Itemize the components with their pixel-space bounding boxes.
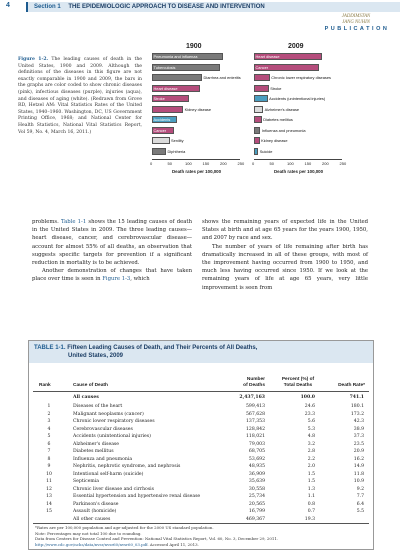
row-rate: 5.5 [356, 509, 364, 514]
row-rate: 10.9 [353, 479, 364, 484]
total-rate: 741.1 [349, 395, 364, 400]
column-header-deaths [229, 377, 265, 389]
row-deaths: 469,367 [246, 516, 265, 522]
row-cause: Assault (homicide) [73, 509, 117, 514]
text-run: , which [130, 276, 150, 283]
row-rate: 173.2 [350, 411, 364, 417]
table-row [29, 509, 373, 516]
table-row [29, 404, 373, 411]
chart-bar [254, 106, 263, 113]
paragraph [32, 267, 192, 283]
column-header-deaths-line-1: Number [246, 377, 265, 382]
row-deaths: 567,628 [246, 411, 265, 417]
page-number: 4 [6, 2, 10, 9]
row-percent: 5.6 [307, 419, 315, 424]
section-banner [26, 2, 400, 12]
bar-label: Heart disease [153, 85, 178, 91]
row-cause: Cerebrovascular diseases [73, 426, 133, 432]
chart-bar [254, 74, 270, 81]
row-deaths: 36,909 [248, 471, 265, 477]
row-percent: 24.6 [304, 404, 315, 409]
table-row [29, 502, 373, 509]
chart-bar [254, 95, 268, 102]
row-rank: 7 [47, 449, 51, 454]
row-cause: Essential hypertension and hypertensive renal disease [73, 494, 201, 499]
footnote-rounding: Note: Percentages may not total 100 due to rounding. [35, 530, 142, 536]
table-1-1 [28, 340, 374, 550]
figure-reference-link[interactable]: Figure 1-3 [102, 276, 131, 283]
row-deaths: 35,639 [248, 479, 265, 484]
row-rate: 42.3 [353, 419, 364, 424]
row-cause: Influenza and pneumonia [73, 456, 133, 462]
row-deaths: 68,705 [248, 449, 265, 454]
section-title: THE EPIDEMIOLOGIC APPROACH TO DISEASE AND INTERVENTION [68, 4, 265, 10]
bar-label: Diabetes mellitus [263, 117, 293, 122]
bar-label: Influenza and pneumonia [261, 127, 306, 133]
column-header-cause: Cause of Death [73, 383, 108, 388]
row-percent: 1.5 [307, 471, 315, 477]
row-cause: Chronic lower respiratory diseases [73, 419, 155, 424]
table-row [29, 464, 373, 471]
x-axis [254, 159, 342, 160]
row-rate: 9.2 [356, 486, 364, 492]
row-cause: Chronic liver disease and cirrhosis [73, 486, 155, 492]
table-row [29, 412, 373, 419]
table-row [29, 479, 373, 486]
row-deaths: 118,021 [246, 434, 265, 439]
row-percent: 2.0 [307, 464, 315, 469]
row-rate: 180.1 [350, 404, 364, 409]
x-tick-label: 0 [150, 161, 153, 166]
footnote-rate: *Rates are per 100,000 population and age-adjusted for the 2000 US standard population. [35, 525, 214, 530]
table-row [29, 427, 373, 434]
bar-label: Stroke [153, 96, 165, 101]
table-footnotes [35, 525, 369, 547]
chart-bar [254, 85, 269, 92]
bar-label: Heart disease [255, 54, 280, 59]
bar-label: Suicide [259, 148, 273, 154]
row-percent: 0.8 [307, 501, 315, 507]
table-row [29, 457, 373, 464]
table-reference-link[interactable]: Table 1-1 [60, 219, 87, 225]
row-rate: 20.9 [353, 449, 364, 454]
row-rank: 11 [46, 479, 52, 484]
table-row [29, 494, 373, 501]
figure-caption-label: Figure 1-2. [18, 57, 49, 62]
x-tick-label: 250 [339, 161, 347, 166]
row-deaths: 16,799 [248, 509, 265, 514]
row-rank: 10 [46, 471, 52, 477]
row-deaths: 128,842 [246, 426, 265, 432]
row-percent: 2.2 [307, 456, 315, 462]
row-cause: Malignant neoplasms (cancer) [73, 411, 144, 417]
paragraph: The number of years of life remaining after birth has dramatically increased in all of these groups, with most of the improvement having occurred from 1900 to 1950, and much less having occurred since 1950. If we look at the remaining years of life at age 65 years, very little improvement is seen from [202, 243, 368, 291]
chart-bar [152, 137, 170, 144]
row-cause: Intentional self-harm (suicide) [73, 471, 144, 477]
bar-label: Alzheimer's disease [264, 106, 300, 112]
bar-label: Pneumonia and influenza [153, 54, 198, 59]
row-rank: 14 [46, 501, 52, 507]
publisher-watermark [316, 14, 396, 32]
row-rank: 4 [47, 426, 51, 432]
row-percent: 1.5 [307, 479, 315, 484]
watermark-line-2: JANG NUHIN [342, 20, 370, 25]
row-cause: Accidents (unintentional injuries) [73, 434, 151, 439]
x-tick-label: 150 [304, 161, 312, 166]
row-percent: 5.3 [307, 426, 315, 432]
row-rank: 9 [47, 464, 51, 469]
row-deaths: 599,413 [246, 404, 265, 409]
row-rate: 6.4 [356, 501, 364, 507]
chart-title: 1900 [186, 43, 202, 50]
row-cause: Alzheimer's disease [73, 441, 120, 447]
bar-label: Cancer [153, 127, 167, 133]
column-header-rate: Death Rate* [338, 383, 365, 388]
total-cause: All causes [73, 395, 99, 400]
body-column-right [202, 218, 368, 292]
column-header-rank: Rank [39, 383, 51, 388]
watermark-line-1: JADDIMSTAN [341, 14, 371, 19]
x-tick-label: 50 [167, 161, 172, 166]
row-cause: Septicemia [73, 479, 99, 484]
section-label: Section 1 [34, 4, 61, 10]
figure-caption [18, 57, 142, 136]
x-tick-label: 150 [202, 161, 210, 166]
row-rank: 1 [47, 404, 51, 409]
column-header-percent-line-1: Percent (%) of [281, 377, 315, 382]
table-row [29, 487, 373, 494]
row-percent: 3.2 [307, 441, 315, 447]
row-cause: Diseases of the heart [73, 404, 123, 409]
bar-label: Accidents [153, 117, 171, 122]
row-rate: 38.9 [353, 426, 364, 432]
chart-bar [254, 148, 258, 155]
row-rank: 5 [47, 434, 51, 439]
footnote-accessed: . Accessed April 11, 2013. [147, 541, 199, 547]
chart-bar [254, 127, 260, 134]
row-deaths: 79,003 [248, 441, 265, 447]
x-axis-label: Death rates per 100,000 [172, 169, 222, 174]
paragraph [32, 218, 192, 267]
row-percent: 2.8 [307, 449, 315, 454]
column-header-deaths-line-2: of Deaths [243, 383, 265, 388]
total-percent: 100.0 [300, 395, 315, 400]
column-header-percent-line-2: Total Deaths [283, 383, 313, 388]
row-rate: 37.3 [353, 434, 364, 439]
bar-label: Diphtheria [167, 148, 186, 154]
row-percent: 4.8 [307, 434, 315, 439]
header-rule [33, 391, 369, 392]
table-row [29, 442, 373, 449]
chart-bar [152, 74, 202, 81]
bar-label: Chronic lower respiratory diseases [271, 75, 331, 80]
row-rate: 14.9 [353, 464, 364, 469]
table-row [29, 434, 373, 441]
row-rate: 23.5 [353, 441, 364, 447]
x-tick-label: 250 [237, 161, 245, 166]
watermark-line-3: P U B L I C A T I O N [324, 26, 388, 32]
row-deaths: 48,935 [248, 464, 265, 469]
x-tick-label: 0 [252, 161, 255, 166]
row-deaths: 30,558 [248, 486, 265, 492]
row-rank: 3 [47, 419, 51, 424]
row-cause: All other causes [73, 516, 111, 522]
chart-bar [254, 116, 262, 123]
row-rank: 8 [47, 456, 51, 462]
row-rank: 2 [47, 411, 51, 417]
bar-label: Kidney disease [261, 138, 288, 143]
row-cause: Diabetes mellitus [73, 449, 114, 454]
table-title [29, 341, 373, 363]
table-title-line-2: United States, 2009 [68, 353, 124, 359]
table-title-line-1: Fifteen Leading Causes of Death, and Their Percents of All Deaths, [67, 345, 258, 351]
row-cause: Nephritis, nephrotic syndrome, and nephrosis [73, 464, 181, 469]
footnote-url-line [35, 542, 369, 548]
column-header-percent [273, 377, 323, 389]
row-deaths: 53,692 [248, 456, 265, 462]
text-run: Another demonstration of changes that have taken place over time is seen in [32, 268, 192, 283]
footnote-source: Data from Centers for Disease Control and Prevention: National Vital Statistics Report, Vol. 60, No. 3, December 29, 2011. [35, 536, 279, 542]
text-run: problems. [32, 219, 61, 225]
row-rank: 13 [46, 494, 52, 499]
chart-bar [152, 148, 166, 155]
chart-bar [254, 137, 260, 144]
row-percent: 19.3 [304, 516, 315, 522]
text-run: shows the 15 leading causes of death in the United States in 2009. The three leading causes—heart disease, cancer, and cerebrovascular disease—account for almost 55% of all deaths, an observation that suggests specific targets for prevention if a significant reduction in mortality is to be achieved. [32, 219, 192, 267]
table-row-total [29, 395, 373, 402]
row-deaths: 137,353 [246, 419, 265, 424]
row-rank: 6 [47, 441, 51, 447]
row-percent: 1.1 [307, 494, 315, 499]
page-header [0, 0, 400, 14]
footer-rule [33, 523, 369, 524]
bar-label: Stroke [270, 85, 282, 91]
bar-label: Cancer [255, 64, 269, 70]
table-row [29, 419, 373, 426]
x-axis-label: Death rates per 100,000 [274, 169, 324, 174]
body-column-left [32, 218, 192, 284]
chart-bar [152, 106, 183, 113]
x-axis [152, 159, 240, 160]
x-tick-label: 100 [185, 161, 192, 166]
chart-title: 2009 [288, 43, 304, 50]
x-tick-label: 200 [220, 161, 227, 166]
row-cause: Parkinson's disease [73, 501, 119, 507]
row-percent: 0.7 [307, 509, 315, 514]
row-deaths: 20,565 [248, 501, 265, 507]
row-rank: 12 [46, 486, 52, 492]
total-deaths: 2,437,163 [239, 395, 265, 400]
row-rank: 15 [46, 509, 52, 514]
bar-label: Tuberculosis [153, 64, 176, 70]
row-percent: 23.3 [304, 411, 315, 417]
row-deaths: 25,734 [248, 494, 265, 499]
bar-label: Accidents (unintentional injuries) [269, 96, 326, 101]
x-tick-label: 200 [322, 161, 329, 166]
row-percent: 1.3 [307, 486, 315, 492]
table-number: TABLE 1-1. [34, 345, 66, 351]
paragraph: shows the remaining years of expected life in the United States at birth and at age 65 years for the years 1900, 1950, and 2007 by race and sex. [202, 219, 368, 242]
footnote-url-link[interactable]: http://www.cdc.gov/nchs/data/nvsr/nvsr60/nvsr60_03.pdf [35, 541, 148, 547]
row-rate: 7.7 [356, 494, 364, 499]
x-tick-label: 100 [287, 161, 294, 166]
bar-label: Kidney disease [184, 106, 212, 112]
bar-label: Diarrhea and enteritis [203, 75, 241, 80]
row-rate: 16.2 [353, 456, 364, 462]
figure-caption-text: The leading causes of death in the United States, 1900 and 2009. Although the definitions of the diseases in this figure are not exactly comparable in 1900 and 2009, the bars in the graphs are color coded to show chronic diseases (pink), infectious diseases (purple), injuries (aqua), and diseases of aging (white). (Redrawn from Grove RD, Hetzel AM: Vital Statistics Rates of the United States, 1940–1960. Washington, DC, US Government Printing Office, 1968; and National Center for Health Statistics, National Vital Statistics Report, Vol 59, No. 4, March 16, 2011.) [18, 57, 142, 135]
x-tick-label: 50 [269, 161, 274, 166]
row-rate: 11.8 [353, 471, 364, 477]
bar-label: Senility [171, 138, 184, 143]
table-row [29, 449, 373, 456]
table-row [29, 472, 373, 479]
